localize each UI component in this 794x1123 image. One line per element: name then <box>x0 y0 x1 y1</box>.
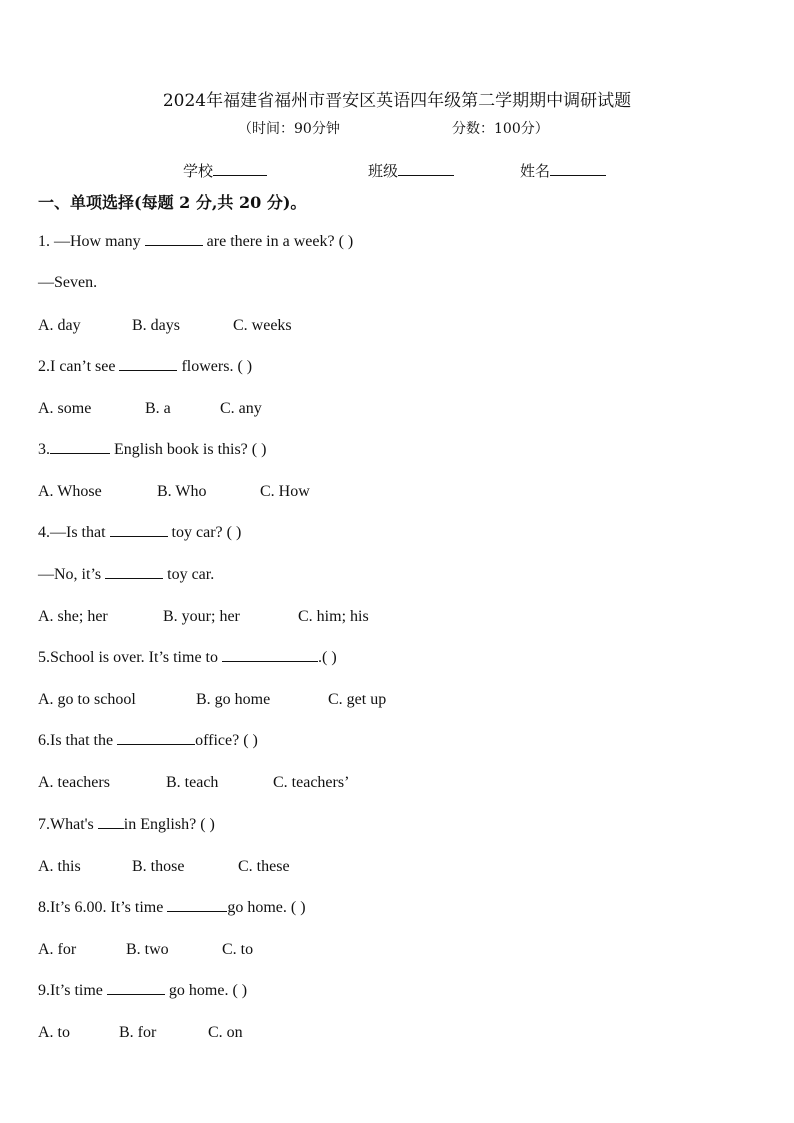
option-5c[interactable]: C. get up <box>328 691 387 708</box>
option-7c[interactable]: C. these <box>238 858 290 875</box>
option-4b[interactable]: B. your; her <box>163 608 240 625</box>
answer-blank[interactable] <box>167 911 227 912</box>
option-2c[interactable]: C. any <box>220 400 262 417</box>
school-field[interactable] <box>183 160 267 181</box>
question-4-reply: —No, it’s toy car. <box>38 566 215 583</box>
option-9c[interactable]: C. on <box>208 1024 243 1041</box>
name-label: 姓名 <box>520 162 551 180</box>
answer-blank[interactable] <box>117 744 195 745</box>
school-label: 学校 <box>183 162 214 180</box>
option-7a[interactable]: A. this <box>38 858 81 875</box>
question-8: 8.It’s 6.00. It’s time go home. ( ) <box>38 899 306 916</box>
option-8b[interactable]: B. two <box>126 941 169 958</box>
answer-blank[interactable] <box>107 994 165 995</box>
option-7b[interactable]: B. those <box>132 858 185 875</box>
answer-blank[interactable] <box>110 536 168 537</box>
option-2b[interactable]: B. a <box>145 400 171 417</box>
question-7: 7.What's in English? ( ) <box>38 816 215 833</box>
question-3: 3. English book is this? ( ) <box>38 441 267 458</box>
name-blank[interactable] <box>550 175 606 176</box>
option-3a[interactable]: A. Whose <box>38 483 102 500</box>
question-4: 4.—Is that toy car? ( ) <box>38 524 242 541</box>
option-9b[interactable]: B. for <box>119 1024 157 1041</box>
option-1a[interactable]: A. day <box>38 317 81 334</box>
option-5a[interactable]: A. go to school <box>38 691 136 708</box>
option-8a[interactable]: A. for <box>38 941 77 958</box>
section-heading: 一、单项选择(每题 2 分,共 20 分)。 <box>38 193 307 212</box>
question-1-reply: —Seven. <box>38 274 98 291</box>
answer-blank[interactable] <box>98 828 124 829</box>
exam-time: （时间：90分钟 <box>238 121 340 137</box>
class-label: 班级 <box>368 162 399 180</box>
answer-blank[interactable] <box>145 245 203 246</box>
answer-blank[interactable] <box>119 370 177 371</box>
exam-score: 分数：100分） <box>452 121 549 137</box>
question-9: 9.It’s time go home. ( ) <box>38 982 248 999</box>
option-4c[interactable]: C. him; his <box>298 608 369 625</box>
option-8c[interactable]: C. to <box>222 941 254 958</box>
class-blank[interactable] <box>398 175 454 176</box>
answer-blank[interactable] <box>105 578 163 579</box>
answer-blank[interactable] <box>222 661 318 662</box>
option-2a[interactable]: A. some <box>38 400 92 417</box>
question-2: 2.I can’t see flowers. ( ) <box>38 358 253 375</box>
option-5b[interactable]: B. go home <box>196 691 271 708</box>
option-3c[interactable]: C. How <box>260 483 310 500</box>
option-6a[interactable]: A. teachers <box>38 774 110 791</box>
class-field[interactable] <box>368 160 454 181</box>
question-5: 5.School is over. It’s time to .( ) <box>38 649 337 666</box>
option-1b[interactable]: B. days <box>132 317 180 334</box>
question-1: 1. —How many are there in a week? ( ) <box>38 233 354 250</box>
name-field[interactable] <box>520 160 606 181</box>
answer-blank[interactable] <box>50 453 110 454</box>
option-6b[interactable]: B. teach <box>166 774 219 791</box>
option-3b[interactable]: B. Who <box>157 483 207 500</box>
option-9a[interactable]: A. to <box>38 1024 70 1041</box>
document-title: 2024年福建省福州市晋安区英语四年级第二学期期中调研试题 <box>162 91 632 111</box>
school-blank[interactable] <box>213 175 267 176</box>
option-4a[interactable]: A. she; her <box>38 608 108 625</box>
option-1c[interactable]: C. weeks <box>233 317 292 334</box>
question-6: 6.Is that the office? ( ) <box>38 732 258 749</box>
option-6c[interactable]: C. teachers’ <box>273 774 350 791</box>
